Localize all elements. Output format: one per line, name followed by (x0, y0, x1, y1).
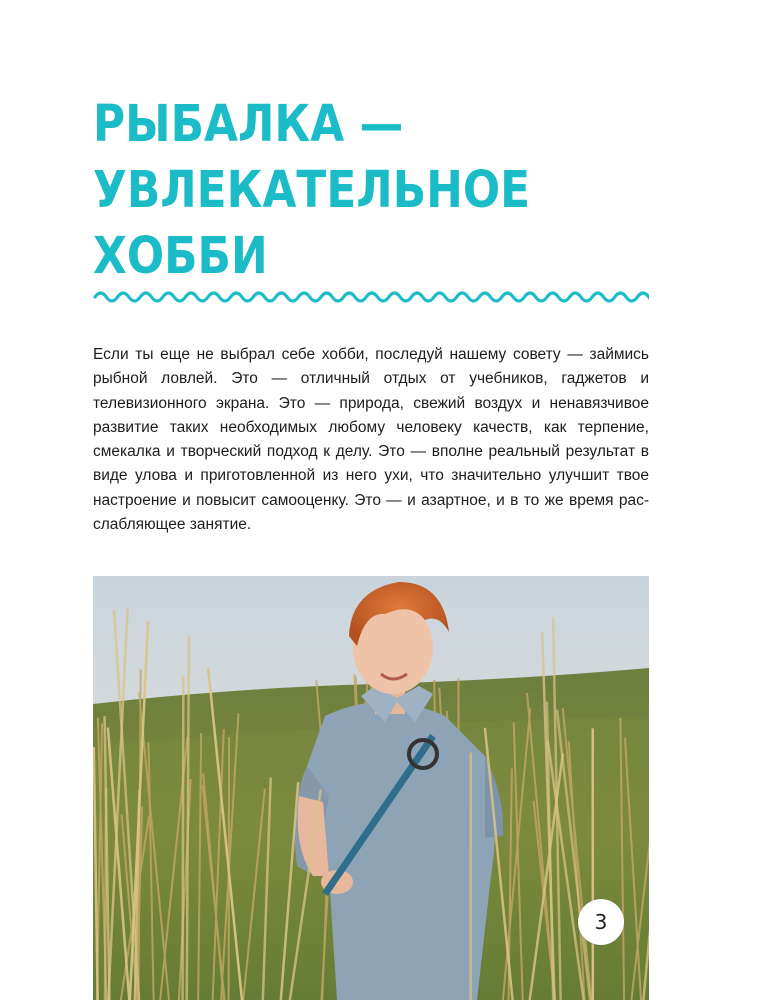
page-title (93, 92, 609, 290)
title-line-2: УВЛЕКАТЕЛЬНОЕ (93, 161, 531, 220)
intro-paragraph: Если ты еще не выбрал себе хобби, последуй нашему совету — займись рыбной ловлей. Это — отличный отдых от учебников, гаджетов и телевизионного экрана. Это — природа, свежий воздух и ненавязчивое развитие таких необходимых любому человеку качеств, как терпение, смекалка и творческий подход к делу. Это — вполне реальный результат в виде улова и приготовленной из него ухи, что значительно улучшит твое настроение и повысит самооценку. Это — и азартное, и в то же время расслабляющее занятие. (93, 346, 649, 534)
page-number: 3 (578, 899, 624, 945)
title-line-3: ХОББИ (93, 227, 268, 286)
boy-with-fishing-rod-photo (93, 576, 649, 1000)
wave-divider (93, 287, 649, 307)
title-line-1: РЫБАЛКА — (93, 95, 404, 154)
